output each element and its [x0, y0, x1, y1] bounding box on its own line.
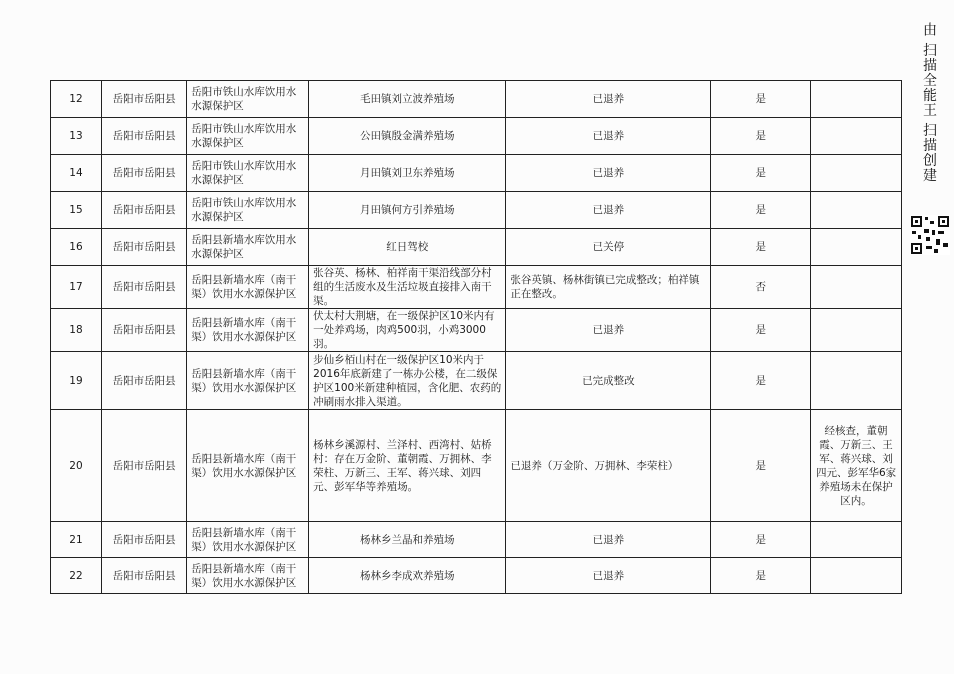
cell-completed: 是: [711, 352, 811, 410]
cell-number: 22: [51, 558, 102, 594]
cell-completed: 是: [711, 522, 811, 558]
cell-water-source: 岳阳县新墙水库（南干渠）饮用水水源保护区: [187, 309, 309, 352]
cell-note: [811, 118, 902, 155]
cell-issue: 伏太村大荆塘，在一级保护区10米内有一处养鸡场，肉鸡500羽，小鸡3000羽。: [309, 309, 506, 352]
cell-water-source: 岳阳县新墙水库（南干渠）饮用水水源保护区: [187, 266, 309, 309]
cell-status: 已关停: [506, 229, 711, 266]
table-row: [51, 81, 902, 118]
cell-status: 已退养: [506, 522, 711, 558]
cell-issue: 杨林乡溪源村、兰泽村、西湾村、姑桥村：存在万金阶、董朝霞、万拥林、李荣柱、万新三、王军、蒋兴球、刘四元、彭军华等养殖场。: [309, 410, 506, 522]
cell-number: 21: [51, 522, 102, 558]
cell-completed: 否: [711, 266, 811, 309]
cell-county: 岳阳市岳阳县: [101, 410, 186, 522]
table-row: [51, 558, 902, 594]
cell-completed: 是: [711, 155, 811, 192]
table-row: [51, 155, 902, 192]
cell-water-source: 岳阳县新墙水库（南干渠）饮用水水源保护区: [187, 352, 309, 410]
cell-county: 岳阳市岳阳县: [101, 81, 186, 118]
cell-county: 岳阳市岳阳县: [101, 118, 186, 155]
cell-county: 岳阳市岳阳县: [101, 266, 186, 309]
scanner-watermark: 由 扫描全能王 扫描创建: [921, 22, 937, 183]
cell-issue: 张谷英、杨林、柏祥南干渠沿线部分村组的生活废水及生活垃圾直接排入南干渠。: [309, 266, 506, 309]
cell-note: [811, 558, 902, 594]
cell-number: 13: [51, 118, 102, 155]
cell-issue: 毛田镇刘立波养殖场: [309, 81, 506, 118]
cell-note: [811, 155, 902, 192]
cell-water-source: 岳阳市铁山水库饮用水水源保护区: [187, 155, 309, 192]
cell-status: 已完成整改: [506, 352, 711, 410]
cell-number: 17: [51, 266, 102, 309]
cell-county: 岳阳市岳阳县: [101, 522, 186, 558]
cell-completed: 是: [711, 192, 811, 229]
table-row: [51, 118, 902, 155]
cell-status: 已退养: [506, 118, 711, 155]
cell-note: [811, 309, 902, 352]
cell-completed: 是: [711, 309, 811, 352]
cell-completed: 是: [711, 229, 811, 266]
cell-completed: 是: [711, 118, 811, 155]
cell-water-source: 岳阳市铁山水库饮用水水源保护区: [187, 192, 309, 229]
cell-note: [811, 522, 902, 558]
cell-completed: 是: [711, 558, 811, 594]
table-row: [51, 309, 902, 352]
cell-county: 岳阳市岳阳县: [101, 558, 186, 594]
cell-issue: 红日驾校: [309, 229, 506, 266]
cell-status: 已退养: [506, 155, 711, 192]
cell-number: 14: [51, 155, 102, 192]
cell-completed: 是: [711, 410, 811, 522]
cell-status: 已退养: [506, 309, 711, 352]
cell-note: [811, 266, 902, 309]
cell-status: 已退养: [506, 192, 711, 229]
qr-code-icon: [910, 215, 950, 255]
cell-issue: 公田镇殷金满养殖场: [309, 118, 506, 155]
rectification-table: [50, 80, 902, 594]
cell-number: 19: [51, 352, 102, 410]
cell-status: 已退养: [506, 81, 711, 118]
cell-water-source: 岳阳市铁山水库饮用水水源保护区: [187, 81, 309, 118]
cell-note: [811, 81, 902, 118]
cell-county: 岳阳市岳阳县: [101, 352, 186, 410]
cell-water-source: 岳阳县新墙水库（南干渠）饮用水水源保护区: [187, 410, 309, 522]
cell-water-source: 岳阳县新墙水库（南干渠）饮用水水源保护区: [187, 558, 309, 594]
table-row: [51, 266, 902, 309]
cell-county: 岳阳市岳阳县: [101, 309, 186, 352]
cell-water-source: 岳阳县新墙水库（南干渠）饮用水水源保护区: [187, 522, 309, 558]
cell-issue: 步仙乡栢山村在一级保护区10米内于2016年底新建了一栋办公楼，在二级保护区100米新建种植园，含化肥、农药的冲刷雨水排入渠道。: [309, 352, 506, 410]
cell-note: [811, 352, 902, 410]
table-row: [51, 192, 902, 229]
cell-issue: 杨林乡兰晶和养殖场: [309, 522, 506, 558]
cell-issue: 月田镇何方引养殖场: [309, 192, 506, 229]
cell-status: 已退养: [506, 558, 711, 594]
cell-note: [811, 229, 902, 266]
cell-status: 张谷英镇、杨林街镇已完成整改；柏祥镇正在整改。: [506, 266, 711, 309]
cell-number: 18: [51, 309, 102, 352]
cell-water-source: 岳阳县新墙水库饮用水水源保护区: [187, 229, 309, 266]
cell-completed: 是: [711, 81, 811, 118]
cell-number: 16: [51, 229, 102, 266]
cell-water-source: 岳阳市铁山水库饮用水水源保护区: [187, 118, 309, 155]
cell-number: 15: [51, 192, 102, 229]
cell-issue: 月田镇刘卫东养殖场: [309, 155, 506, 192]
table-row: [51, 522, 902, 558]
cell-issue: 杨林乡李成欢养殖场: [309, 558, 506, 594]
table-row: [51, 352, 902, 410]
cell-number: 20: [51, 410, 102, 522]
table-row: [51, 229, 902, 266]
cell-county: 岳阳市岳阳县: [101, 192, 186, 229]
cell-number: 12: [51, 81, 102, 118]
cell-county: 岳阳市岳阳县: [101, 155, 186, 192]
cell-note: [811, 192, 902, 229]
cell-note: 经核查，董朝霞、万新三、王军、蒋兴球、刘四元、彭军华6家养殖场未在保护区内。: [811, 410, 902, 522]
table-row: [51, 410, 902, 522]
cell-county: 岳阳市岳阳县: [101, 229, 186, 266]
cell-status: 已退养（万金阶、万拥林、李荣柱）: [506, 410, 711, 522]
